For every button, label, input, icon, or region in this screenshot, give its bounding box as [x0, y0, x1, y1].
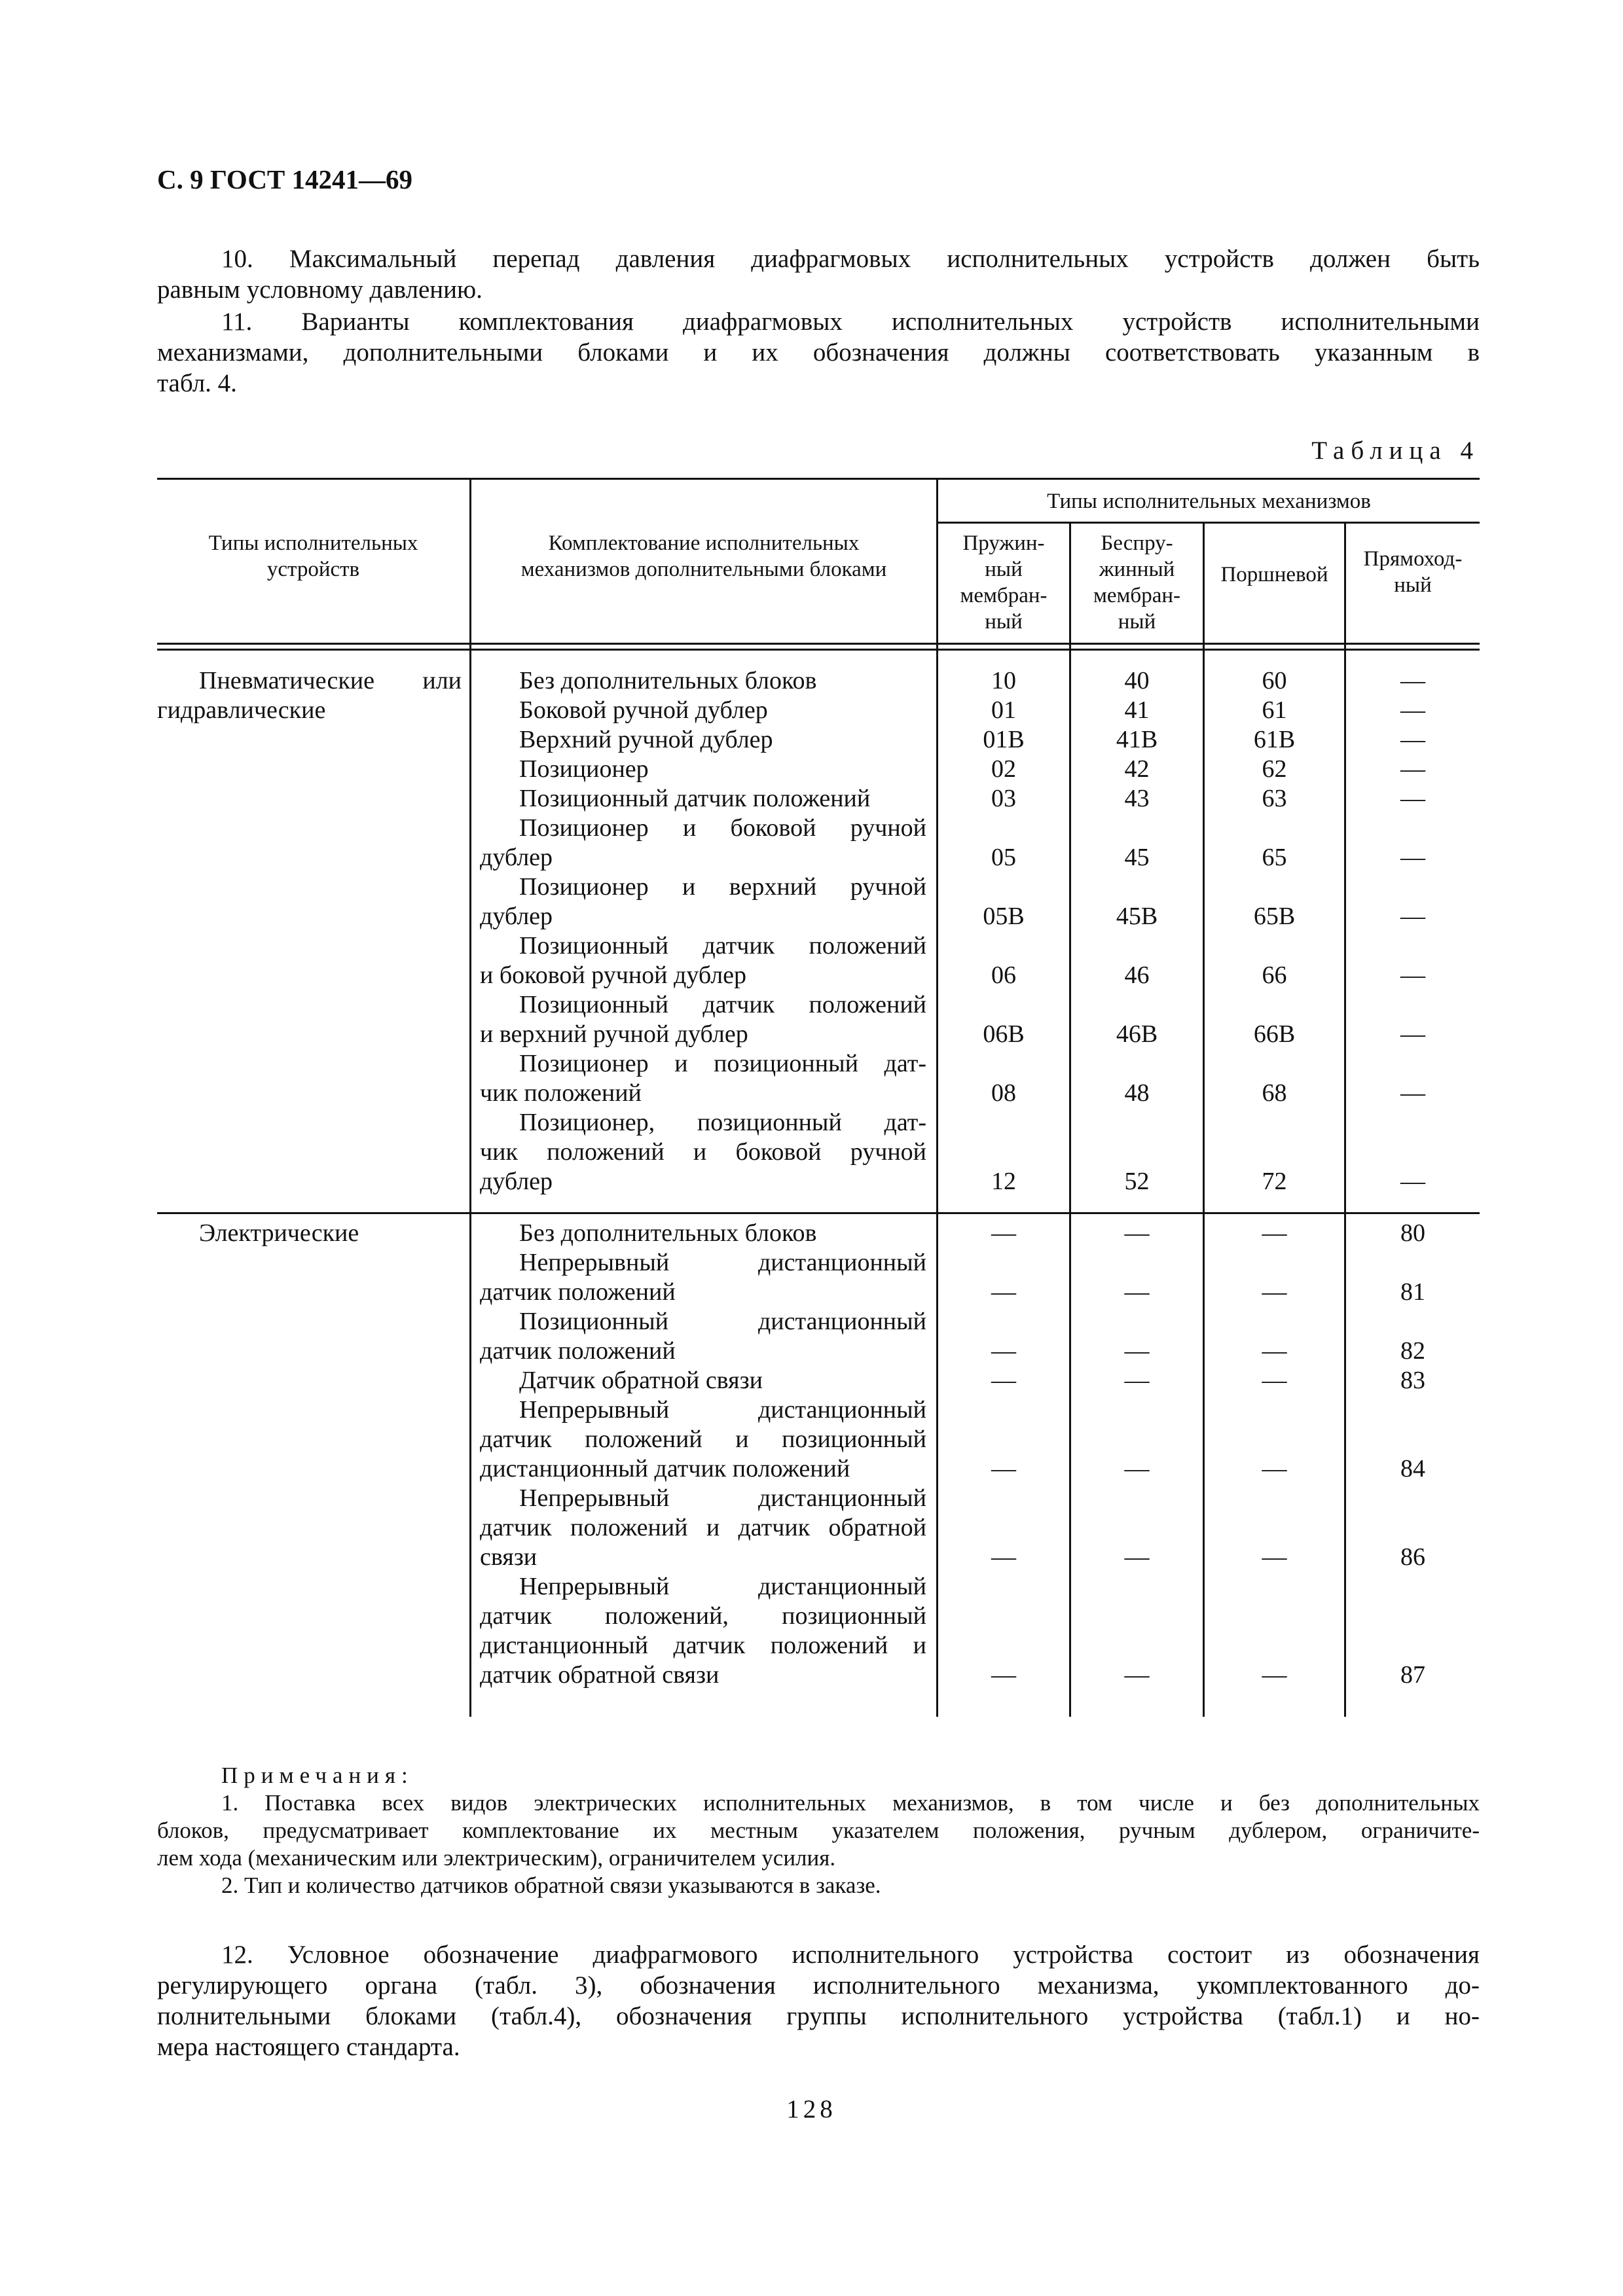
row-value-cell: — [991, 1661, 1016, 1689]
notes-title: Примечания: [221, 1763, 414, 1788]
paragraph-11 [157, 306, 1480, 399]
note-line: 1. Поставка всех видов электрических исполнительных механизмов, в том числе и без дополнительных [221, 1790, 1480, 1816]
row-value-cell: 05 [991, 844, 1016, 871]
text-line: механизмами, дополнительными блоками и их обозначения должны соответствовать указанным в [157, 338, 1480, 367]
row-value-cell: — [1400, 961, 1425, 989]
row-value-cell: 60 [1262, 667, 1287, 694]
text-line: регулирующего органа (табл. 3), обозначения исполнительного механизма, укомплектованного до- [157, 1971, 1480, 2000]
row-description-line: датчик обратной связи [480, 1661, 720, 1689]
row-value-cell: — [991, 1543, 1016, 1571]
row-description-line: Непрерывный дистанционный [519, 1573, 926, 1600]
row-description-line: Позиционер [519, 755, 649, 783]
row-value-cell: 61 [1262, 696, 1287, 724]
row-value-cell: — [1400, 844, 1425, 871]
row-description-line: дистанционный датчик положений [480, 1455, 850, 1482]
row-value-cell: 02 [991, 755, 1016, 783]
note-line: лем хода (механическим или электрическим), ограничителем усилия. [157, 1845, 836, 1871]
note-line: 2. Тип и количество датчиков обратной связи указываются в заказе. [221, 1873, 881, 1898]
row-value-cell: 43 [1124, 785, 1150, 812]
row-value-cell: 45 [1124, 844, 1150, 871]
row-value-cell: 41В [1116, 726, 1158, 753]
row-value-cell: 62 [1262, 755, 1287, 783]
row-description-line: Позиционер и верхний ручной [519, 873, 926, 901]
row-value-cell: — [1400, 903, 1425, 930]
row-value-cell: — [1262, 1337, 1287, 1365]
header-piston: Поршневой [1220, 563, 1328, 586]
row-value-cell: — [1124, 1367, 1150, 1394]
header-device-types: Типы исполнительных устройств [208, 531, 418, 581]
text-line: 12. Условное обозначение диафрагмового исполнительного устройства состоит из обозначения [221, 1941, 1480, 1969]
row-description-line: Позиционный датчик положений [519, 932, 926, 960]
row-description-line: Позиционер, позиционный дат- [519, 1109, 926, 1136]
row-description-line: датчик положений и позиционный [480, 1426, 926, 1453]
header-springless-membrane: Беспру- жинный мембран- ный [1093, 531, 1180, 634]
row-value-cell: — [1400, 667, 1425, 694]
row-description-line: дублер [480, 844, 553, 871]
row-description-line: Непрерывный дистанционный [519, 1484, 926, 1512]
row-description-line: и боковой ручной дублер [480, 961, 747, 989]
row-value-cell: 84 [1400, 1455, 1425, 1482]
row-description-line: дистанционный датчик положений и [480, 1632, 926, 1659]
group-type-electric: Электрические [199, 1219, 359, 1247]
row-value-cell: — [1262, 1367, 1287, 1394]
row-description-line: Без дополнительных блоков [519, 667, 817, 694]
row-value-cell: 68 [1262, 1079, 1287, 1107]
row-value-cell: — [1400, 1020, 1425, 1048]
row-value-cell: — [1262, 1219, 1287, 1247]
row-description-line: чик положений [480, 1079, 642, 1107]
row-description-line: датчик положений, позиционный [480, 1602, 926, 1630]
row-value-cell: 46 [1124, 961, 1150, 989]
row-description-line: чик положений и боковой ручной [480, 1138, 926, 1166]
row-value-cell: 86 [1400, 1543, 1425, 1571]
row-description-line: дублер [480, 903, 553, 930]
row-value-cell: — [1400, 1079, 1425, 1107]
header-sub-rule [936, 522, 1480, 524]
row-value-cell: — [1262, 1661, 1287, 1689]
row-value-cell: — [1124, 1661, 1150, 1689]
row-value-cell: 42 [1124, 755, 1150, 783]
row-value-cell: — [991, 1455, 1016, 1482]
row-value-cell: — [991, 1278, 1016, 1306]
row-value-cell: — [991, 1337, 1016, 1365]
header-rectilinear: Прямоход- ный [1363, 547, 1463, 597]
row-value-cell: — [991, 1219, 1016, 1247]
text-line: 10. Максимальный перепад давления диафрагмовых исполнительных устройств должен быть [221, 245, 1480, 273]
row-value-cell: 46В [1116, 1020, 1158, 1048]
row-value-cell: 01 [991, 696, 1016, 724]
row-description-line: Непрерывный дистанционный [519, 1396, 926, 1424]
row-description-line: Позиционный датчик положений [519, 991, 926, 1018]
row-description-line: связи [480, 1543, 538, 1571]
row-value-cell: 87 [1400, 1661, 1425, 1689]
row-description-line: датчик положений [480, 1337, 676, 1365]
row-value-cell: 52 [1124, 1168, 1150, 1195]
row-value-cell: 06 [991, 961, 1016, 989]
row-value-cell: — [1262, 1278, 1287, 1306]
row-value-cell: 45В [1116, 903, 1158, 930]
header-rule-2 [157, 649, 1480, 651]
row-value-cell: — [991, 1367, 1016, 1394]
row-value-cell: 41 [1124, 696, 1150, 724]
page-header: С. 9 ГОСТ 14241—69 [157, 164, 413, 194]
row-value-cell: 01В [983, 726, 1025, 753]
row-value-cell: 03 [991, 785, 1016, 812]
row-description-line: датчик положений и датчик обратной [480, 1514, 926, 1541]
row-value-cell: 06В [983, 1020, 1025, 1048]
row-description-line: Боковой ручной дублер [519, 696, 768, 724]
group-separator-rule [157, 1212, 1480, 1214]
text-line: равным условному давлению. [157, 276, 483, 304]
row-value-cell: — [1124, 1337, 1150, 1365]
note-line: блоков, предусматривает комплектование их местным указателем положения, ручным дублером, ограничите- [157, 1818, 1480, 1843]
row-value-cell: 82 [1400, 1337, 1425, 1365]
table-top-rule [157, 478, 1480, 480]
row-description-line: Позиционный дистанционный [519, 1308, 926, 1335]
row-value-cell: — [1124, 1543, 1150, 1571]
row-value-cell: 72 [1262, 1168, 1287, 1195]
row-value-cell: 05В [983, 903, 1025, 930]
text-line: 11. Варианты комплектования диафрагмовых исполнительных устройств исполнительными [221, 308, 1480, 336]
row-description-line: Без дополнительных блоков [519, 1219, 817, 1247]
row-value-cell: — [1262, 1455, 1287, 1482]
row-value-cell: — [1400, 696, 1425, 724]
row-description-line: Позиционер и боковой ручной [519, 814, 926, 842]
row-value-cell: — [1400, 1168, 1425, 1195]
row-description-line: Датчик обратной связи [519, 1367, 763, 1394]
row-value-cell: — [1262, 1543, 1287, 1571]
row-value-cell: 65 [1262, 844, 1287, 871]
paragraph-12 [157, 1939, 1480, 2062]
header-spring-membrane: Пружин- ный мембран- ный [960, 531, 1048, 634]
row-description-line: и верхний ручной дублер [480, 1020, 748, 1048]
text-line: мера настоящего стандарта. [157, 2033, 460, 2061]
column-divider [469, 478, 471, 1717]
notes [157, 1762, 1480, 1899]
row-value-cell: 66В [1253, 1020, 1296, 1048]
row-value-cell: 83 [1400, 1367, 1425, 1394]
row-value-cell: 08 [991, 1079, 1016, 1107]
row-value-cell: 65В [1253, 903, 1296, 930]
row-value-cell: 63 [1262, 785, 1287, 812]
row-value-cell: 48 [1124, 1079, 1150, 1107]
row-description-line: Позиционер и позиционный дат- [519, 1050, 926, 1077]
header-rule-1 [157, 643, 1480, 645]
table-caption: Таблица 4 [1311, 437, 1480, 465]
row-value-cell: 80 [1400, 1219, 1425, 1247]
row-value-cell: 40 [1124, 667, 1150, 694]
row-value-cell: — [1400, 726, 1425, 753]
row-value-cell: — [1124, 1219, 1150, 1247]
row-value-cell: 12 [991, 1168, 1016, 1195]
group-type-pneumatic: Пневматические или гидравлические [157, 667, 462, 724]
paragraph-10 [157, 243, 1480, 305]
text-line: табл. 4. [157, 369, 237, 397]
row-value-cell: 61В [1253, 726, 1296, 753]
row-value-cell: — [1124, 1278, 1150, 1306]
page-number: 128 [786, 2095, 837, 2123]
row-value-cell: — [1400, 755, 1425, 783]
row-value-cell: 10 [991, 667, 1016, 694]
header-mechanism-types: Типы исполнительных механизмов [1047, 490, 1371, 513]
row-value-cell: 81 [1400, 1278, 1425, 1306]
row-value-cell: — [1124, 1455, 1150, 1482]
row-description-line: Непрерывный дистанционный [519, 1249, 926, 1276]
header-configuration: Комплектование исполнительных механизмов дополнительными блоками [520, 531, 887, 581]
row-description-line: дублер [480, 1168, 553, 1195]
row-value-cell: — [1400, 785, 1425, 812]
row-description-line: Позиционный датчик положений [519, 785, 871, 812]
text-line: полнительными блоками (табл.4), обозначения группы исполнительного устройства (табл.1) и но- [157, 2002, 1480, 2030]
row-description-line: датчик положений [480, 1278, 676, 1306]
row-description-line: Верхний ручной дублер [519, 726, 773, 753]
row-value-cell: 66 [1262, 961, 1287, 989]
